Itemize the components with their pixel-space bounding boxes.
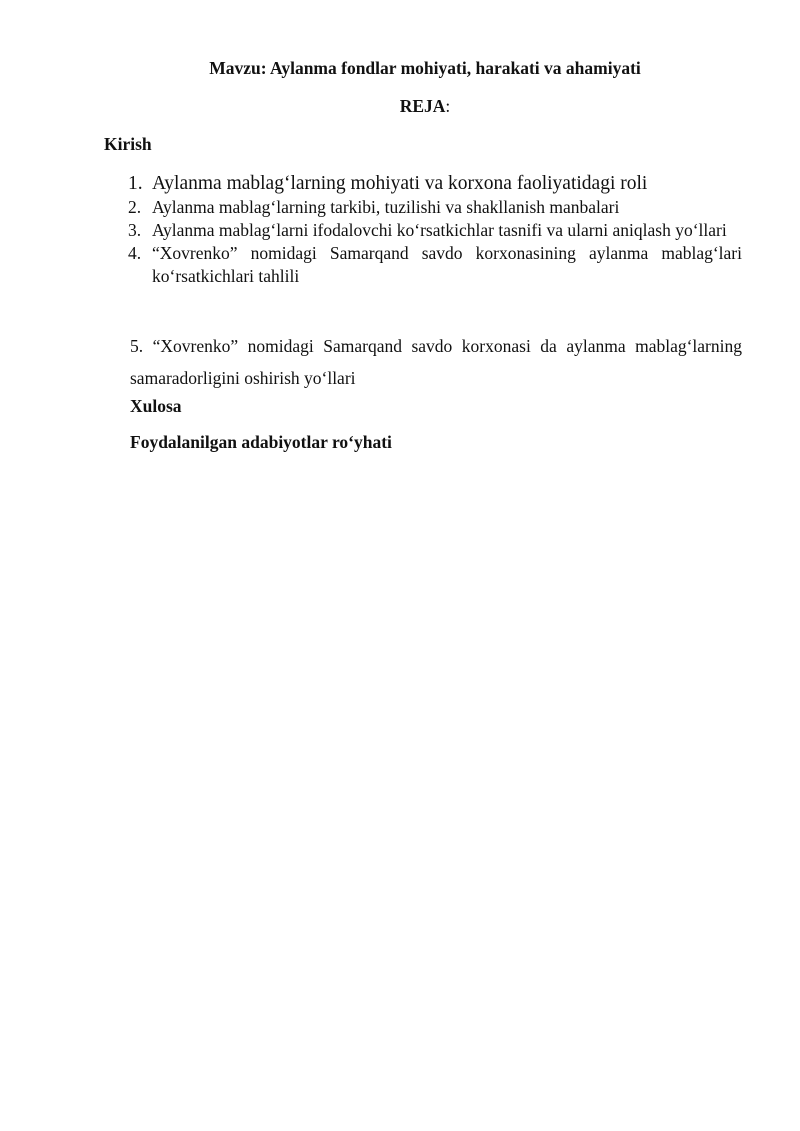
references-heading: Foydalanilgan adabiyotlar ro‘yhati bbox=[130, 432, 392, 452]
plan-item-text: Aylanma mablag‘larning mohiyati va korxona faoliyatidagi roli bbox=[152, 173, 648, 194]
plan-heading-colon: : bbox=[445, 96, 451, 116]
plan-item bbox=[126, 196, 742, 219]
plan-item-text: Aylanma mablag‘larning tarkibi, tuzilishi va shakllanish manbalari bbox=[152, 197, 620, 217]
plan-item-number: 2. bbox=[128, 197, 142, 217]
plan-heading bbox=[0, 96, 800, 117]
plan-item bbox=[126, 242, 742, 288]
plan-item-5 bbox=[130, 330, 742, 394]
intro-heading: Kirish bbox=[104, 134, 152, 154]
plan-item-number: 3. bbox=[128, 220, 142, 240]
plan-item bbox=[126, 172, 742, 196]
plan-item bbox=[126, 219, 742, 242]
plan-item-text: Aylanma mablag‘larni ifodalovchi ko‘rsatkichlar tasnifi va ularni aniqlash yo‘llari bbox=[152, 220, 727, 240]
document-title: Mavzu: Aylanma fondlar mohiyati, harakati va ahamiyati bbox=[209, 58, 641, 78]
plan-item-number: 4. bbox=[128, 243, 142, 263]
conclusion-heading: Xulosa bbox=[130, 396, 182, 416]
plan-list bbox=[126, 172, 742, 288]
plan-item-number: 1. bbox=[128, 173, 143, 194]
plan-heading-text: REJA bbox=[399, 96, 446, 116]
plan-item-5-line-1: 5. “Xovrenko” nomidagi Samarqand savdo korxonasi da aylanma mablag‘larning bbox=[130, 336, 742, 356]
plan-item-text: “Xovrenko” nomidagi Samarqand savdo korxonasining aylanma mablag‘lari ko‘rsatkichlari tahlili bbox=[152, 243, 742, 286]
plan-item-5-line-2: samaradorligini oshirish yo‘llari bbox=[130, 368, 356, 388]
